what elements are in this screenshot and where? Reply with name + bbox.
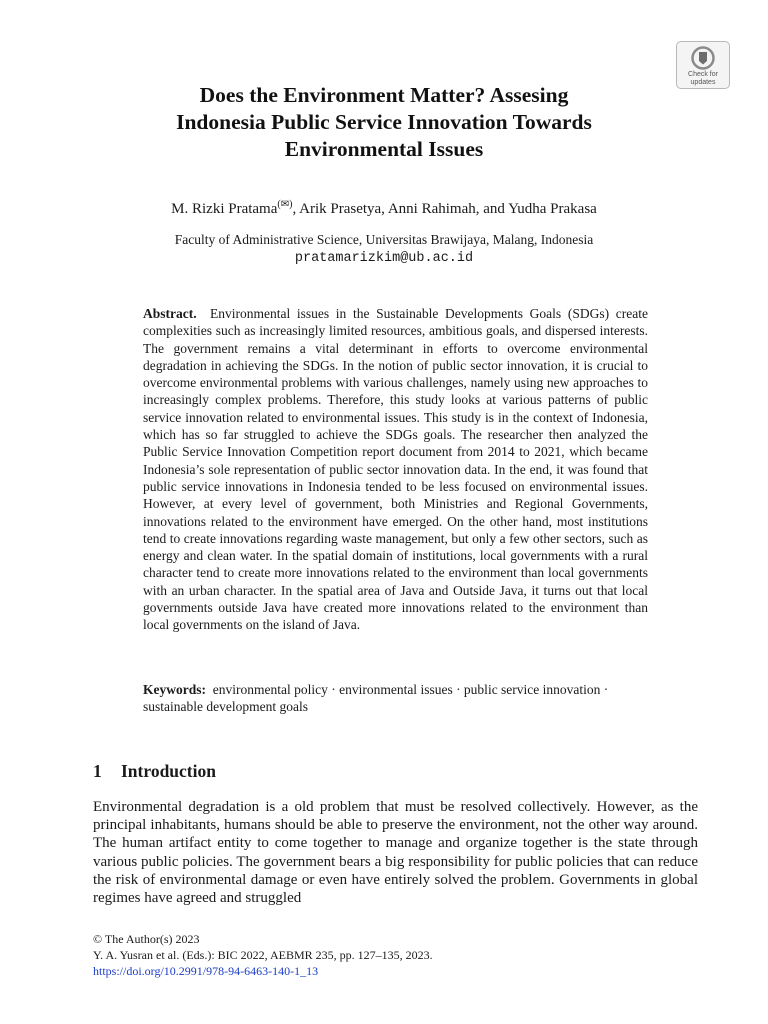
section-title: Introduction (121, 761, 216, 781)
affiliation-institution: Faculty of Administrative Science, Universitas Brawijaya, Malang, Indonesia (174, 232, 594, 247)
doi-link[interactable]: https://doi.org/10.2991/978-94-6463-140-1_13 (93, 964, 319, 978)
title-line-3: Environmental Issues (284, 137, 484, 161)
keywords-label: Keywords: (143, 682, 206, 697)
badge-label-line2: updates (690, 78, 716, 86)
badge-label (677, 71, 729, 86)
author-email[interactable]: pratamarizkim@ub.ac.id (294, 251, 474, 266)
paper-title (100, 82, 668, 163)
check-for-updates-badge[interactable] (676, 41, 730, 89)
section-heading-introduction (93, 760, 216, 782)
introduction-paragraph: Environmental degradation is a old problem that must be resolved collectively. However, as the principal inhabitants, humans should be able to preserve the environment, not the other way around. The human artifact entity to come together to manage and organize together is the state through various public policies. The government bears a big responsibility for public policies that can reduce the risk of environmental damage or even have entirely solved the problem. Governments in global regimes have agreed and struggled (93, 799, 698, 907)
publication-footer (93, 931, 698, 979)
abstract-text: Environmental issues in the Sustainable Developments Goals (SDGs) create complexities such as increasingly limited resources, ambitious goals, and dispersed interests. The government remains a vital determinant in efforts to overcome environmental degradation in achieving the SDGs. In the notion of public sector innovation, it is crucial to overcome environmental problems with various challenges, namely using new approaches to increasingly complex problems. Therefore, this study looks at various patterns of public service innovation related to environmental issues. This study is in the context of Indonesia, which has so far struggled to achieve the SDGs goals. The researcher then analyzed the Public Service Innovation Competition report document from 2014 to 2021, which became Indonesia’s sole representation of public sector innovation data. In the end, it was found that public service innovations in Indonesia tended to be less focused on environmental issues. However, at every level of government, both Ministries and Regional Governments, innovations related to the environment have emerged. On the other hand, most institutions tend to create innovations regarding waste management, but only a few other sectors, such as energy and clean water. In the spatial domain of institutions, local governments with a rural character tend to create more innovations related to the environment than local governments with an urban character. In the spatial area of Java and Outside Java, it turns out that local governments outside Java have created more innovations related to the environment than local governments on the island of Java. (143, 306, 648, 633)
badge-label-line1: Check for (688, 71, 718, 78)
abstract (143, 305, 648, 634)
title-line-2: Indonesia Public Service Innovation Towards (176, 110, 592, 134)
keywords-text: environmental policy · environmental issues · public service innovation · sustainable development goals (143, 682, 609, 715)
citation-line: Y. A. Yusran et al. (Eds.): BIC 2022, AEBMR 235, pp. 127–135, 2023. (93, 948, 433, 962)
abstract-label: Abstract. (143, 306, 197, 321)
affiliation-block (90, 230, 678, 268)
author-list (90, 195, 678, 219)
section-number: 1 (93, 761, 102, 781)
copyright-notice: © The Author(s) 2023 (93, 932, 200, 946)
title-line-1: Does the Environment Matter? Assesing (199, 83, 569, 107)
check-for-updates-icon (691, 46, 715, 70)
email-envelope-icon[interactable]: (✉) (277, 199, 293, 210)
keywords (143, 681, 648, 716)
co-authors: , Arik Prasetya, Anni Rahimah, and Yudha Prakasa (292, 201, 597, 217)
corresponding-author: M. Rizki Pratama (171, 201, 278, 217)
